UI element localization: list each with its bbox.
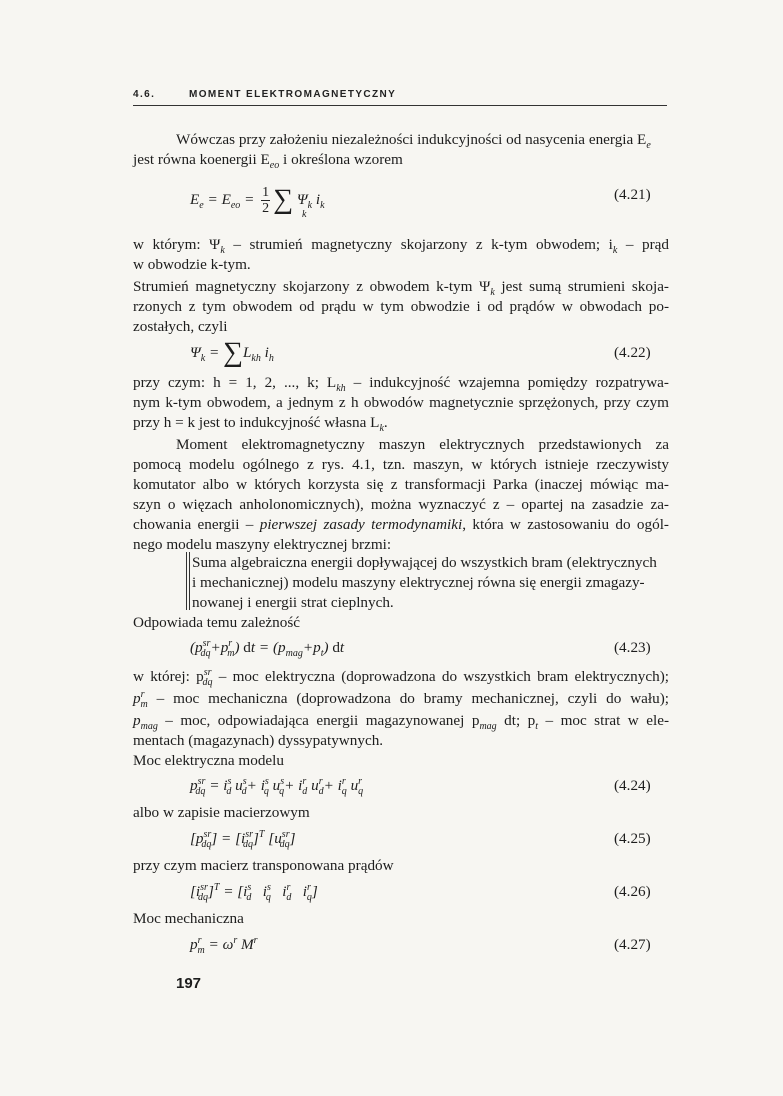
text-line: szyn o więzach anholonomicznych), można wyznaczyć z – opartej na zasadzie za- — [133, 496, 669, 513]
text-line: mentach (magazynach) dyssypatywnych. — [133, 732, 384, 749]
text-line: przy czym: h = 1, 2, ..., k; $L_{kh}$ – indukcyjność wzajemna pomiędzy rozpatrywa- — [133, 374, 669, 395]
section-number: 4.6. — [133, 89, 156, 100]
text-line: pomocą modelu ogólnego z rys. 4.1, tzn. maszyn, w których istnieje rzeczywisty — [133, 456, 669, 473]
text-line: Moment elektromagnetyczny maszyn elektrycznych przedstawionych za — [176, 436, 669, 453]
text-line: Moc elektryczna modelu — [133, 752, 284, 769]
text-line: Strumień magnetyczny skojarzony z obwodem k-tym $\Psi_k$ jest sumą strumieni skoja- — [133, 278, 669, 299]
statement-line: nowanej i energii strat cieplnych. — [192, 594, 394, 611]
text-line: jest równa koenergii $E_{eo}$ i określona wzorem — [133, 151, 403, 172]
equation-number: (4.26) — [614, 883, 651, 900]
sum-index: k — [302, 209, 307, 220]
text-line: $p_{mag}$ – moc, odpowiadająca energii magazynowanej $p_{mag}$ dt; $p_t$ – moc strat w ele- — [133, 712, 669, 733]
equation-4-22: $\Psi_k = \sum L_{kh}$ $i_h$ — [190, 337, 274, 368]
equation-number: (4.22) — [614, 344, 651, 361]
text-line: w obwodzie k-tym. — [133, 256, 251, 273]
statement-line: i mechanicznej) modelu maszyny elektrycznej równa się energii zmagazy- — [192, 574, 645, 591]
header-rule — [133, 105, 667, 106]
equation-number: (4.24) — [614, 777, 651, 794]
text-line: przy czym macierz transponowana prądów — [133, 857, 394, 874]
text-line: komutator albo w których korzysta się z transformacji Parka (inaczej mówiąc ma- — [133, 476, 669, 493]
equation-number: (4.23) — [614, 639, 651, 656]
equation-4-21: $E_e = E_{eo}$ = $\frac{1}{2}$ ∑ $\Psi_k$ $i_k$ — [190, 183, 325, 216]
text-line: w którym: $\Psi_k$ – strumień magnetyczny skojarzony z k-tym obwodem; $i_k$ – prąd — [133, 236, 669, 257]
equation-4-27: $p^r_m = \omega^r$ $M^r$ — [190, 934, 258, 957]
text-line: przy h = k jest to indukcyjność własna $L_k$. — [133, 414, 388, 435]
page-number: 197 — [176, 975, 202, 992]
text-line: chowania energii – pierwszej zasady termodynamiki, która w zastosowaniu do ogól- — [133, 516, 669, 533]
equation-4-24: $p^{sr}_{dq} = i^s_d$ $u^s_d+ i^s_q$ $u^s_q+ i^r_d$ $u^r_d+ i^r_q$ $u^r_q$ — [190, 775, 364, 798]
text-line: Moc mechaniczna — [133, 910, 244, 927]
equation-4-23: $(p^{sr}_{dq}+p^r_m)$ dt = $(p_{mag}+p_t)$ dt — [190, 637, 345, 660]
statement-line: Suma algebraiczna energii dopływającej do wszystkich bram (elektrycznych — [192, 554, 657, 571]
equation-number: (4.25) — [614, 830, 651, 847]
text-line: $p^r_m$ – moc mechaniczna (doprowadzona do bramy mechanicznej, czyli do wału); — [133, 688, 669, 711]
text-line: Odpowiada temu zależność — [133, 614, 300, 631]
equation-number: (4.21) — [614, 186, 651, 203]
statement-bar — [186, 552, 190, 610]
text-line: Wówczas przy założeniu niezależności indukcyjności od nasycenia energia $E_e$ — [176, 131, 651, 152]
text-line: albo w zapisie macierzowym — [133, 804, 310, 821]
text-line: nym k-tym obwodem, a jednym z h obwodów magnetycznie sprzężonych, przy czym — [133, 394, 669, 411]
text-line: w której: $p^{sr}_{dq}$ – moc elektryczna (doprowadzona do wszystkich bram elektrycznych); — [133, 666, 669, 689]
equation-4-26: $[i^{sr}_{dq}]^T = [i^s_d$ $i^s_q$ $i^r_d$ $i^r_q$] — [190, 881, 318, 904]
chapter-title: MOMENT ELEKTROMAGNETYCZNY — [189, 89, 397, 100]
equation-4-25: $[p^{sr}_{dq}] = [i^{sr}_{dq}]^T$ $[u^{sr}_{dq}]$ — [190, 828, 296, 851]
running-header — [133, 89, 667, 100]
text-line: nego modelu maszyny elektrycznej brzmi: — [133, 536, 392, 553]
equation-number: (4.27) — [614, 936, 651, 953]
text-line: rzonych z tym obwodem od prądu w tym obwodzie i od prądów w obwodach po- — [133, 298, 669, 315]
text-line: zostałych, czyli — [133, 318, 228, 335]
